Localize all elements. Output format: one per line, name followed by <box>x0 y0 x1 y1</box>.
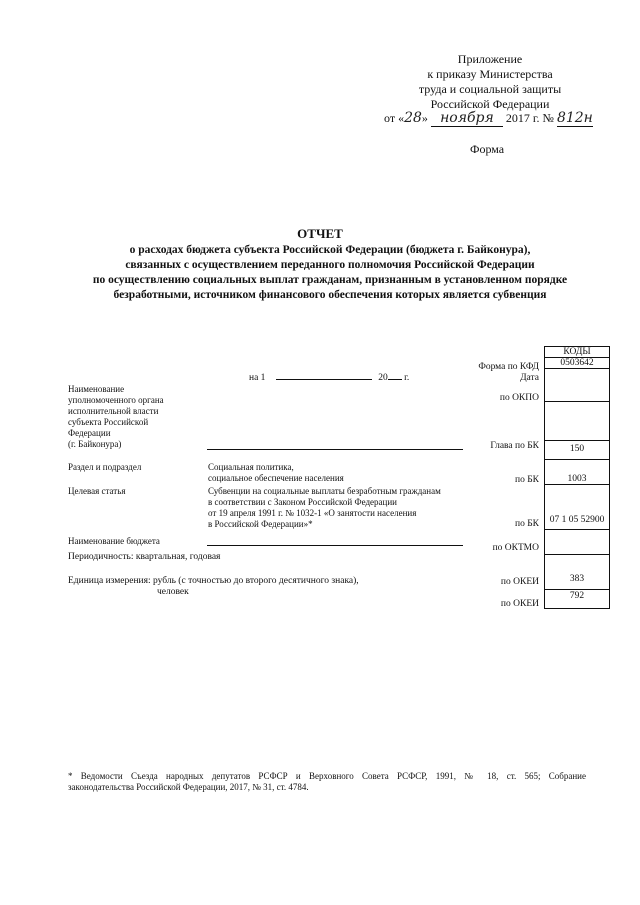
date-month-handwritten: ноября <box>431 110 503 127</box>
target-label: Целевая статья <box>68 486 126 496</box>
label-okei-1: по ОКЕИ <box>500 577 539 587</box>
order-date-line <box>384 110 593 127</box>
label-form-kfd: Форма по КФД <box>478 362 539 372</box>
target-value-line: в Российской Федерации»* <box>208 519 313 529</box>
label-glava-bk: Глава по БК <box>490 441 539 451</box>
subtitle-line: безработными, источником финансового обеспечения которых является субвенция <box>113 289 547 301</box>
razdel-value-line: социальное обеспечение населения <box>208 473 344 483</box>
razdel-value <box>208 462 344 484</box>
org-label-line: (г. Байконура) <box>68 439 122 449</box>
org-name-field[interactable] <box>207 449 463 450</box>
code-razdel: 1003 <box>544 459 610 485</box>
code-okpo <box>544 401 610 441</box>
codes-header: КОДЫ <box>544 346 610 358</box>
code-target: 07 1 05 52900 <box>544 484 610 530</box>
target-value <box>208 486 468 530</box>
on-date-prefix: на 1 <box>249 373 266 383</box>
on-date-year: 20 <box>378 373 388 383</box>
code-glava: 150 <box>544 440 610 460</box>
label-okei-2: по ОКЕИ <box>500 599 539 609</box>
razdel-label: Раздел и подраздел <box>68 462 142 472</box>
label-bk-razdel: по БК <box>514 475 539 485</box>
label-okpo: по ОКПО <box>499 393 539 403</box>
code-okei-2: 792 <box>544 589 610 609</box>
label-bk-target: по БК <box>514 519 539 529</box>
code-okud: 0503642 <box>544 357 610 369</box>
date-day-handwritten: 28 <box>404 110 422 126</box>
unit-line-1: Единица измерения: рубль (с точностью до второго десятичного знака), <box>68 576 359 586</box>
ministry-line: труда и социальной защиты <box>418 82 562 96</box>
target-value-line: Субвенции на социальные выплаты безработным гражданам <box>208 486 441 496</box>
label-date: Дата <box>520 373 539 383</box>
date-sep: » <box>421 111 428 125</box>
org-name-label <box>68 384 208 450</box>
razdel-value-line: Социальная политика, <box>208 462 294 472</box>
code-okei-1: 383 <box>544 554 610 590</box>
org-label-line: уполномоченного органа <box>68 395 164 405</box>
budget-name-field[interactable] <box>207 545 463 546</box>
org-label-line: Наименование <box>68 384 125 394</box>
form-word: Форма <box>470 142 505 156</box>
target-value-line: от 19 апреля 1991 г. № 1032-1 «О занятости населения <box>208 508 417 518</box>
date-prefix: от « <box>384 111 405 125</box>
footnote-line-1: * Ведомости Съезда народных депутатов РСФСР и Верховного Совета РСФСР, 1991, № 18, ст. 565; Собрание <box>68 771 586 781</box>
unit-line-2: человек <box>157 587 189 597</box>
target-value-line: в соответствии с Законом Российской Федерации <box>208 497 397 507</box>
appendix-line: Приложение <box>457 52 523 66</box>
appendix-header <box>380 52 600 112</box>
footnote-line-2: законодательства Российской Федерации, 2017, № 31, ст. 4784. <box>68 782 309 792</box>
report-date-line <box>249 373 409 384</box>
report-subtitle <box>40 243 620 303</box>
subtitle-line: по осуществлению социальных выплат гражданам, признанным в установленном порядке <box>92 274 568 286</box>
country-line: Российской Федерации <box>430 97 550 111</box>
periodicity: Периодичность: квартальная, годовая <box>68 552 221 562</box>
on-date-suffix: г. <box>404 373 410 383</box>
order-line: к приказу Министерства <box>427 67 553 81</box>
subtitle-line: связанных с осуществлением переданного полномочия Российской Федерации <box>125 259 535 271</box>
report-year-blank[interactable] <box>388 379 402 380</box>
org-label-line: Федерации <box>68 428 111 438</box>
budget-name-label: Наименование бюджета <box>68 536 160 546</box>
code-date <box>544 368 610 402</box>
code-oktmo <box>544 529 610 555</box>
report-date-blank[interactable] <box>276 379 372 380</box>
date-year: 2017 г. № <box>505 111 554 125</box>
org-label-line: субъекта Российской <box>68 417 149 427</box>
order-number-handwritten: 812н <box>556 110 593 126</box>
label-oktmo: по ОКТМО <box>492 543 539 553</box>
subtitle-line: о расходах бюджета субъекта Российской Федерации (бюджета г. Байконура), <box>129 244 531 256</box>
org-label-line: исполнительной власти <box>68 406 159 416</box>
report-title: ОТЧЕТ <box>297 226 343 241</box>
